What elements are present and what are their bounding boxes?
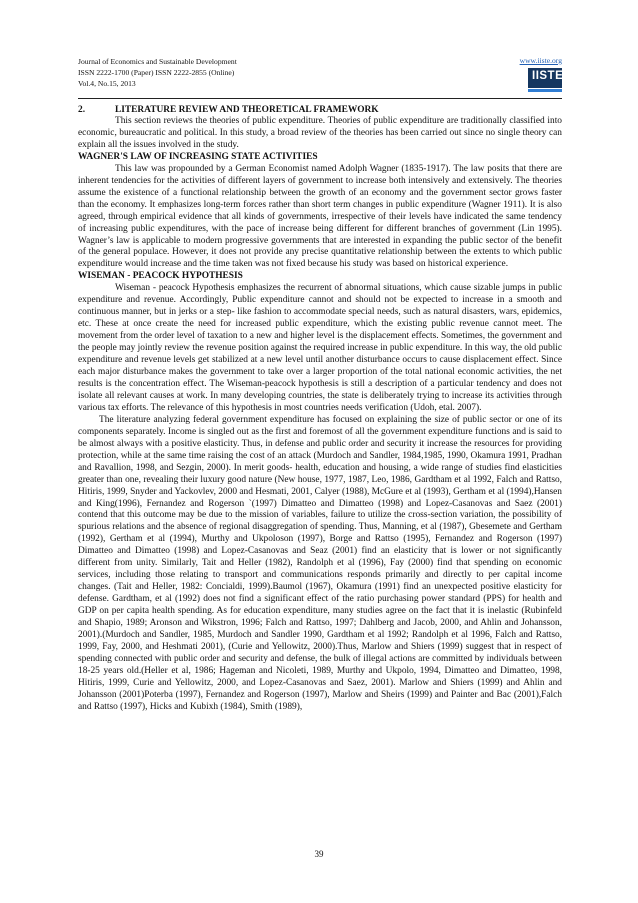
section-heading <box>78 104 562 116</box>
section-title: LITERATURE REVIEW AND THEORETICAL FRAMEWORK <box>115 105 379 115</box>
wagner-heading: WAGNER'S LAW OF INCREASING STATE ACTIVITIES <box>78 151 318 162</box>
header-rule <box>78 98 562 99</box>
section-number: 2. <box>78 105 86 115</box>
article-body <box>78 104 562 714</box>
logo-text: IISTE <box>532 70 564 82</box>
page-header <box>78 56 562 96</box>
journal-url-link[interactable]: www.iiste.org <box>519 56 562 65</box>
volume-line: Vol.4, No.15, 2013 <box>78 79 136 88</box>
wagner-paragraph: This law was propounded by a German Economist named Adolph Wagner (1835-1917). The law posits that there are inherent tendencies for the activities of different layers of government to increase both intensively and extensively. The theories assume the existence of a functional relationship between the growth of an economy and the government sector grows faster than the economy. It emphasizes long-term forces rather than short term changes in public expenditure (Wagner 1911). It is also agreed, through empirical evidence that all kinds of governments, irrespective of their levels have indicated the same tendency of increasing public expenditures, with the pace of increase being different for different branches of government (Lin 1995). Wagner’s law is applicable to modern progressive governments that are interested in expanding the public sector of the benefit of the general populace. However, it does not provide any precise quantitative relationship between the extents to which public expenditure would increase and the time taken was not fixed because his study was based on historical experience. <box>78 163 562 270</box>
wiseman-paragraph: Wiseman - peacock Hypothesis emphasizes the recurrent of abnormal situations, which cause sizable jumps in public expenditure and revenue. Accordingly, Public expenditure cannot and should not be expected to increase in a smooth and continuous manner, but in jerks or a step- like fashion to accommodate special needs, such as natural disasters, wars, epidemics, etc. These at once create the need for increased public expenditure, which the existing public revenue cannot meet. The movement from the order level of taxation to a new and higher level is the displacement effects. Sometimes, the government and the people may jointly review the revenue position against the required increase in public expenditure. In this way, the old public expenditure and revenue levels get stabilized at a new level until another disturbance occurs to cause displacement effect. Since each major disturbance makes the government to take over a larger proportion of the total national economic activities, the net results is the concentration effect. The Wiseman-peacock hypothesis is still a description of a particular tendency and does not isolate all relevant causes at work. In many developing countries, the state is deliberately trying to increase its activities through various tax efforts. The relevance of this hypothesis in most countries needs verification (Udoh, etal. 2007). <box>78 283 562 413</box>
iiste-logo <box>528 68 562 92</box>
page-number: 39 <box>314 849 324 859</box>
journal-name: Journal of Economics and Sustainable Development <box>78 57 237 66</box>
literature-paragraph: The literature analyzing federal government expenditure has focused on explaining the size of public sector or one of its components separately. Income is singled out as the first and foremost of all the government expenditure functions and is said to be almost always with a positive elasticity. Thus, in defense and public order and security it increase the resources for providing protection, while at the same time raising the cost of an attack (Murdoch and Sandler, 1984,1985, 1990, Okamura 1991, Pradhan and Ravallion, 1998, and Sezgin, 2000). In merit goods- health, education and housing, a wide range of studies find elasticities greater than one, revealing their luxury good nature (New house, 1977, 1987, Leo, 1986, Gardtham et al 1992, Falch and Rattso, Hitiris, 1999, Snyder and Yackovlev, 2000 and Hesmati, 2001, Calyer (1988), McGure et al (1993), Gertham et al (1994),Hansen and King(1996), Fernandez and Rogerson `(1997) Dimatteo and Dimatteo (1998) and Lopez-Casanovas and Saez (2001) contend that this outcome may be due to the mission of variables, failure to utilize the cross-section variation, the possibility of spurious relations and the absence of regional disaggregation of spending. Thus, Manning, et al (1987), Gbesemete and Gertham (1992), Gertham et al (1994), Murthy and Ukpoloson (1997), Borge and Rattso (1995), Fernandez and Rogerson (1997) Dimatteo and Dimatteo (1998) and Lopez-Casanovas and Seaz (2001) find an elasticity that is lower or not significantly different from unity. Similarly, Tait and Heller (1982), Randolph et al (1996), Fay (2000) find that spending on economic services, including those relating to transport and communications responds primarily and directly to per capital income changes. (Tait and Heller, 1982: Concialdi, 1999).Baumol (1967), Okamura (1991) find an unexpected positive elasticity for defense. Gardtham, et al (1992) does not find a significant effect of the ratio purchasing power standard (PPS) for health and GDP on per capita health spending. As for education expenditure, many studies agree on the fact that it is inelastic (Rubinfeld and Shapio, 1989; Aronson and Wikstron, 1996; Falch and Rattso, 1997; Dahlberg and Jacob, 2000, and Ahlin and Johansson, 2001).(Murdoch and Sandler, 1985, Murdoch and Sandler 1990, Gardtham et al 1992; Randolph et al 1996, Falch and Rattso, 1999, Fay, 2000, and Heshmati 2001), (Curie and Yellowitz, 2000).Thus, Marlow and Shiers (1999) suggest that in respect of spending connected with public order and security and defense, the bulk of illegal actions are committed by individuals between 18-25 years old.(Heller et al, 1986; Hageman and Nicoleti, 1989, Murthy and Ukpolo, 1994, Dimatteo and Dimatteo, 1998, Hitiris, 1999, Curie and Yellowitz, 2000, and Lopez-Casanovas and Saez, 2001). Marlow and Shiers (1999) and Ahlin and Johansson (2001)Poterba (1997), Fernandez and Rogerson (1997), Marlow and Sheirs (1999) and Painter and Bac (2001),Falch and Rattso (1997), Hicks and Kubixh (1984), Smith (1989), <box>78 414 562 712</box>
wiseman-heading: WISEMAN - PEACOCK HYPOTHESIS <box>78 271 243 282</box>
issn-line: ISSN 2222-1700 (Paper) ISSN 2222-2855 (Online) <box>78 68 235 77</box>
intro-paragraph: This section reviews the theories of public expenditure. Theories of public expenditure are traditionally classified into economic, bureaucratic and political. In this study, a broad review of the theories has been carried out since no single theory can explain all the issues involved in the study. <box>78 116 562 150</box>
